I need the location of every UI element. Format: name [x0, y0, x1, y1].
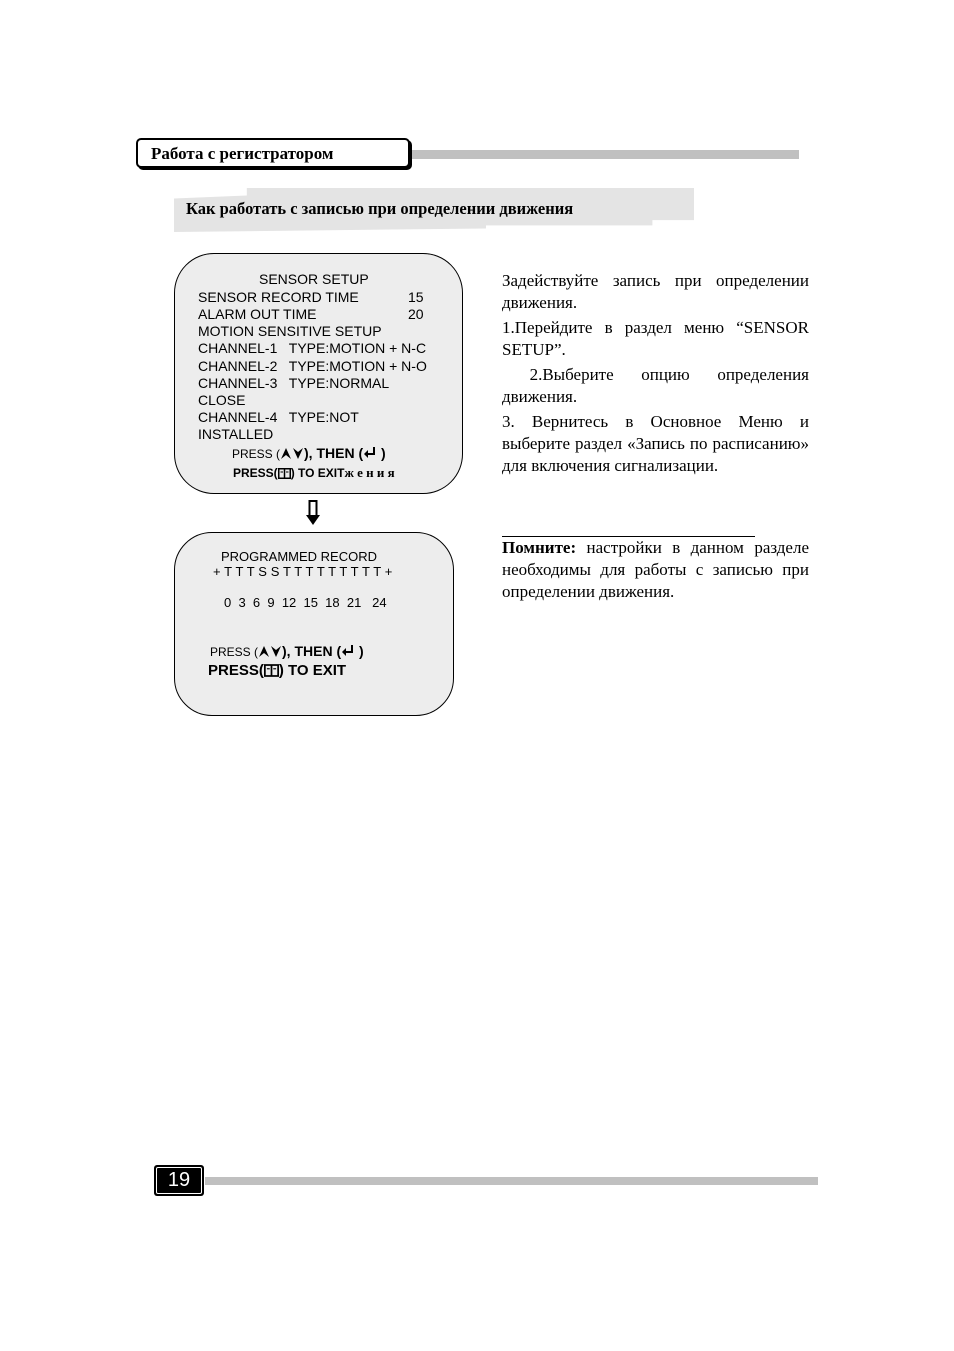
close-paren: ) — [355, 643, 364, 659]
programmed-record-title: PROGRAMMED RECORD — [221, 549, 378, 564]
enter-icon — [363, 446, 377, 460]
channel-2-line: CHANNEL-2 TYPE:MOTION + N-O — [198, 358, 427, 374]
press-prefix: PRESS ( — [232, 447, 281, 461]
alarm-out-time-label: ALARM OUT TIME — [198, 306, 317, 322]
press-instruction — [210, 643, 364, 659]
installed-line: INSTALLED — [198, 426, 274, 442]
sensor-setup-title: SENSOR SETUP — [259, 271, 369, 287]
alarm-out-time-value: 20 — [408, 306, 424, 322]
header-tab: Работа с регистратором — [136, 138, 410, 168]
book-icon — [278, 468, 291, 479]
press-prefix: PRESS ( — [210, 645, 259, 659]
note-label: Помните: — [502, 538, 577, 557]
motion-sensitive-setup: MOTION SENSITIVE SETUP — [198, 323, 382, 339]
close-line: CLOSE — [198, 392, 246, 408]
note-paragraph — [502, 537, 809, 603]
then-label: ), THEN ( — [304, 445, 364, 461]
sensor-record-time-value: 15 — [408, 289, 424, 305]
channel-4-line: CHANNEL-4 TYPE:NOT — [198, 409, 359, 425]
hours-row: 0 3 6 9 12 15 18 21 24 — [224, 595, 387, 610]
exit-suffix: ) TO EXIT — [278, 662, 347, 679]
step-2: 2.Выберите опцию определения движения. — [502, 365, 814, 406]
exit-suffix: ) TO EXIT — [290, 466, 345, 480]
up-down-arrows-icon — [258, 645, 282, 658]
schedule-row: + T T T S S T T T T T T T T T + — [213, 564, 393, 579]
page-number: 19 — [156, 1167, 202, 1194]
exit-prefix: PRESS( — [233, 466, 278, 480]
footer-bar — [205, 1177, 818, 1185]
section-title: Как работать с записью при определении движения — [186, 199, 574, 218]
exit-prefix: PRESS( — [208, 662, 264, 679]
overlap-text: ж е н и я — [344, 465, 395, 480]
step-1: 1.Перейдите в раздел меню “SENSOR SETUP”. — [502, 318, 809, 359]
press-instruction — [232, 445, 386, 461]
note-text: настройки в данном разделе необходимы для работы с записью при определении движения. — [502, 538, 809, 601]
book-icon — [264, 664, 279, 677]
sensor-record-time-label: SENSOR RECORD TIME — [198, 289, 359, 305]
step-3: 3. Вернитесь в Основное Меню и выберите раздел «Запись по расписанию» для включения сигнализации. — [502, 412, 809, 475]
header-bar — [412, 150, 799, 159]
arrow-down-icon — [305, 500, 321, 526]
then-label: ), THEN ( — [282, 643, 342, 659]
channel-1-line: CHANNEL-1 TYPE:MOTION + N-C — [198, 340, 427, 356]
sensor-setup-screen — [174, 253, 463, 494]
intro-paragraph: Задействуйте запись при определении движения. — [502, 271, 809, 312]
enter-icon — [341, 644, 355, 658]
note — [502, 537, 809, 603]
programmed-record-screen — [174, 532, 454, 716]
instructions — [502, 270, 814, 477]
exit-instruction — [208, 662, 346, 679]
channel-3-line: CHANNEL-3 TYPE:NORMAL — [198, 375, 390, 391]
exit-instruction — [233, 465, 395, 481]
up-down-arrows-icon — [280, 447, 304, 460]
close-paren: ) — [377, 445, 386, 461]
page-number-badge — [154, 1165, 204, 1196]
